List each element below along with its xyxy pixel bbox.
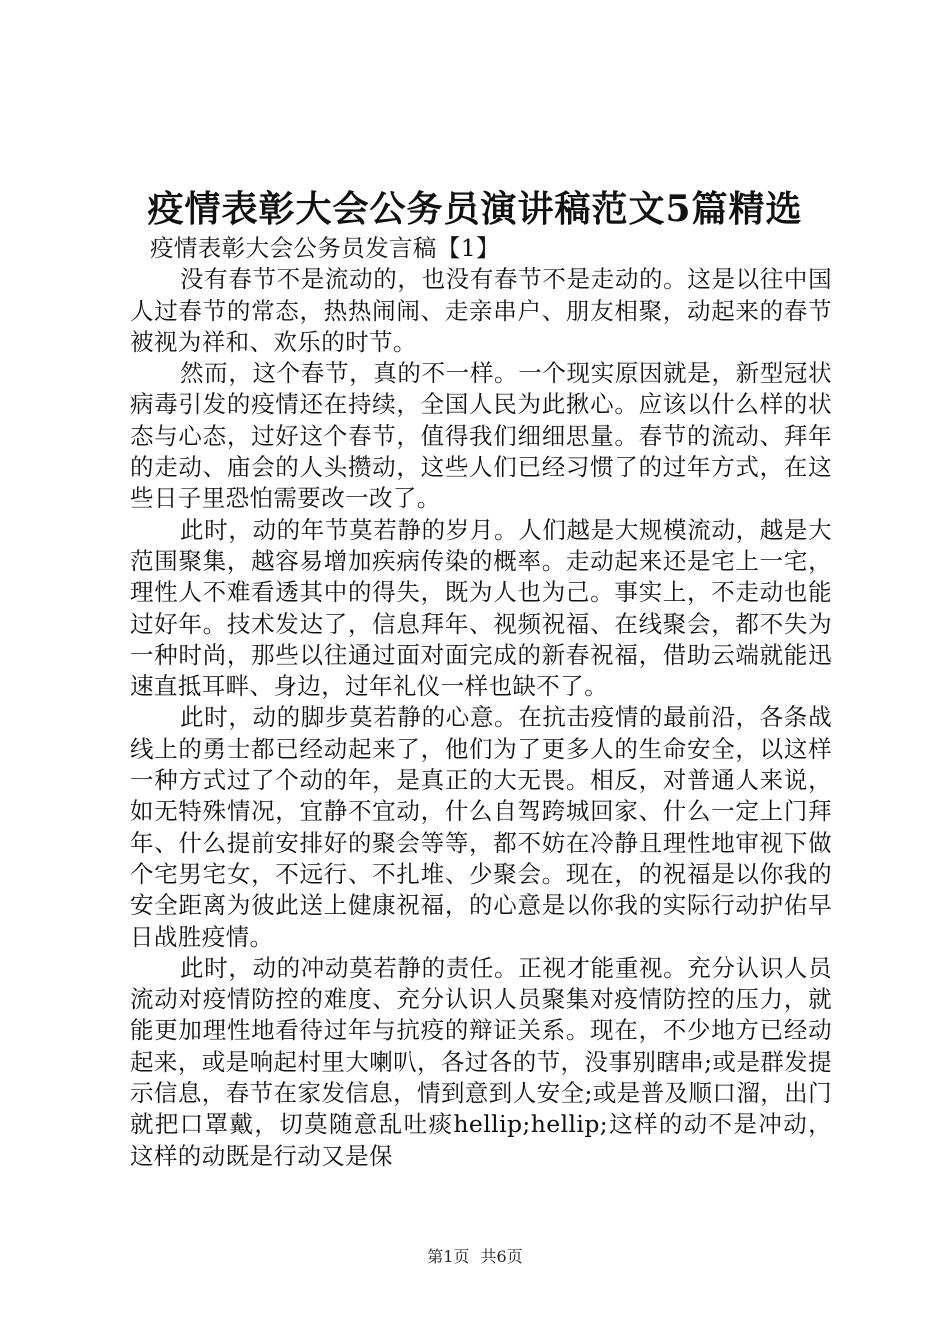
page-number-footer: 第1页 共6页 [427,1247,523,1266]
section-subheading: 疫情表彰大会公务员发言稿【1】 [150,234,500,262]
paragraph-3: 此时，动的年节莫若静的岁月。人们越是大规模流动，越是大范围聚集，越容易增加疾病传染的概率。走动起来还是宅上一宅，理性人不难看透其中的得失，既为人也为己。事实上，不走动也能过好年。技术发达了，信息拜年、视频祝福、在线聚会，都不失为一种时尚，那些以往通过面对面完成的新春祝福，借助云端就能迅速直抵耳畔、身边，过年礼仪一样也缺不了。 [130,515,832,701]
paragraph-2: 然而，这个春节，真的不一样。一个现实原因就是，新型冠状病毒引发的疫情还在持续，全国人民为此揪心。应该以什么样的状态与心态，过好这个春节，值得我们细细思量。春节的流动、拜年的走动、庙会的人头攒动，这些人们已经习惯了的过年方式，在这些日子里恐怕需要改一改了。 [130,359,832,513]
document-body [130,233,832,1172]
paragraph-4: 此时，动的脚步莫若静的心意。在抗击疫情的最前沿，各条战线上的勇士都已经动起来了，他们为了更多人的生命安全，以这样一种方式过了个动的年，是真正的大无畏。相反，对普通人来说，如无特殊情况，宜静不宜动，什么自驾跨城回家、什么一定上门拜年、什么提前安排好的聚会等等，都不妨在冷静且理性地审视下做个宅男宅女，不远行、不扎堆、少聚会。现在，的祝福是以你我的安全距离为彼此送上健康祝福，的心意是以你我的实际行动护佑早日战胜疫情。 [130,703,832,951]
paragraph-1: 没有春节不是流动的，也没有春节不是走动的。这是以往中国人过春节的常态，热热闹闹、走亲串户、朋友相聚，动起来的春节被视为祥和、欢乐的时节。 [130,265,832,356]
document-title: 疫情表彰大会公务员演讲稿范文5篇精选 [147,188,803,230]
paragraph-5: 此时，动的冲动莫若静的责任。正视才能重视。充分认识人员流动对疫情防控的难度、充分认识人员聚集对疫情防控的压力，就能更加理性地看待过年与抗疫的辩证关系。现在，不少地方已经动起来，或是响起村里大喇叭，各过各的节，没事别瞎串;或是群发提示信息，春节在家发信息，情到意到人安全;或是普及顺口溜，出门就把口罩戴，切莫随意乱吐痰hellip;hellip;这样的动不是冲动，这样的动既是行动又是保 [130,953,832,1170]
